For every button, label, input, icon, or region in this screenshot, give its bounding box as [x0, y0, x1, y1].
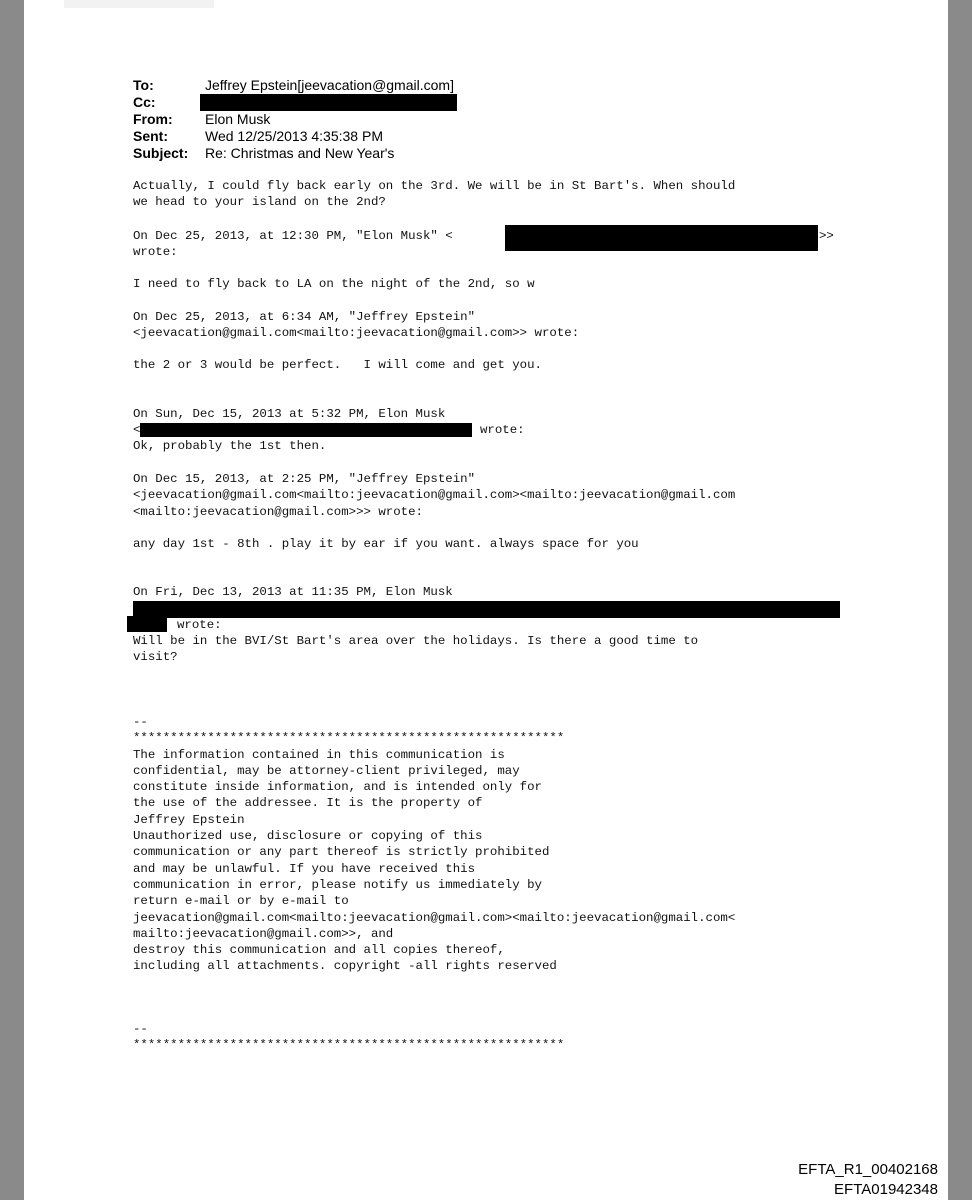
quote-header-wrote: wrote: — [480, 423, 525, 437]
from-label: From: — [133, 111, 173, 127]
to-label: To: — [133, 77, 154, 93]
redaction-cc — [200, 94, 457, 111]
bates-number-2: EFTA01942348 — [834, 1181, 938, 1198]
message-paragraph: I need to fly back to LA on the night of the 2nd, so w — [133, 277, 535, 291]
redaction-email — [140, 423, 472, 437]
cc-label: Cc: — [133, 94, 156, 110]
quote-header-line: On Dec 25, 2013, at 12:30 PM, "Elon Musk" < — [133, 229, 453, 243]
message-paragraph: Actually, I could fly back early on the 3rd. We will be in St Bart's. When should we head to your island on the 2nd? — [133, 179, 736, 210]
message-paragraph: any day 1st - 8th . play it by ear if you want. always space for you — [133, 537, 639, 551]
quote-header-line-end: >> — [819, 229, 834, 243]
subject-value: Re: Christmas and New Year's — [205, 145, 395, 161]
scan-artifact — [64, 0, 214, 8]
redaction-email — [505, 225, 818, 251]
bates-number-1: EFTA_R1_00402168 — [798, 1161, 938, 1178]
quote-header-wrote: wrote: — [177, 618, 222, 632]
to-value: Jeffrey Epstein[jeevacation@gmail.com] — [205, 77, 454, 93]
message-paragraph: the 2 or 3 would be perfect. I will come and get you. — [133, 358, 542, 372]
quote-header: On Dec 25, 2013, at 6:34 AM, "Jeffrey Epstein" <jeevacation@gmail.com<mailto:jeevacation@gmail.com>> wrote: — [133, 310, 580, 341]
quote-header-line: On Fri, Dec 13, 2013 at 11:35 PM, Elon Musk — [133, 585, 453, 599]
sent-value: Wed 12/25/2013 4:35:38 PM — [205, 128, 383, 144]
message-paragraph: Will be in the BVI/St Bart's area over the holidays. Is there a good time to visit? — [133, 634, 699, 665]
message-paragraph: Ok, probably the 1st then. — [133, 439, 327, 453]
redaction-email — [133, 601, 840, 618]
redaction-email — [127, 616, 167, 632]
quote-header-line-start: < — [133, 423, 141, 437]
quote-header-wrote: wrote: — [133, 245, 178, 259]
quote-header-line: On Sun, Dec 15, 2013 at 5:32 PM, Elon Musk — [133, 407, 446, 421]
disclaimer-signature: -- ********************************************************** The information contained in this communication is confidential, may be attorney-client privileged, may constitute inside information, and is intended only for the use of the addressee. It is the property of Jeffrey Epstein Unauthorized use, disclosure or copying of this communication or any part thereof is strictly prohibited and may be unlawful. If you have received this communication in error, please notify us immediately by return e-mail or by e-mail to jeevacation@gmail.com<mailto:jeevacation@gmail.com><mailto:jeevacation@gmail.com< mailto:jeevacation@gmail.com>>, and destroy this communication and all copies thereof, including all attachments. copyright -all rights reserved — [133, 715, 736, 974]
signature-separator: -- ********************************************************** — [133, 1022, 565, 1053]
from-value: Elon Musk — [205, 111, 271, 127]
sent-label: Sent: — [133, 128, 168, 144]
subject-label: Subject: — [133, 145, 189, 161]
quote-header: On Dec 15, 2013, at 2:25 PM, "Jeffrey Epstein" <jeevacation@gmail.com<mailto:jeevacation@gmail.com><mailto:jeevacation@gmail.com <mailto:jeevacation@gmail.com>>> wrote: — [133, 472, 736, 519]
